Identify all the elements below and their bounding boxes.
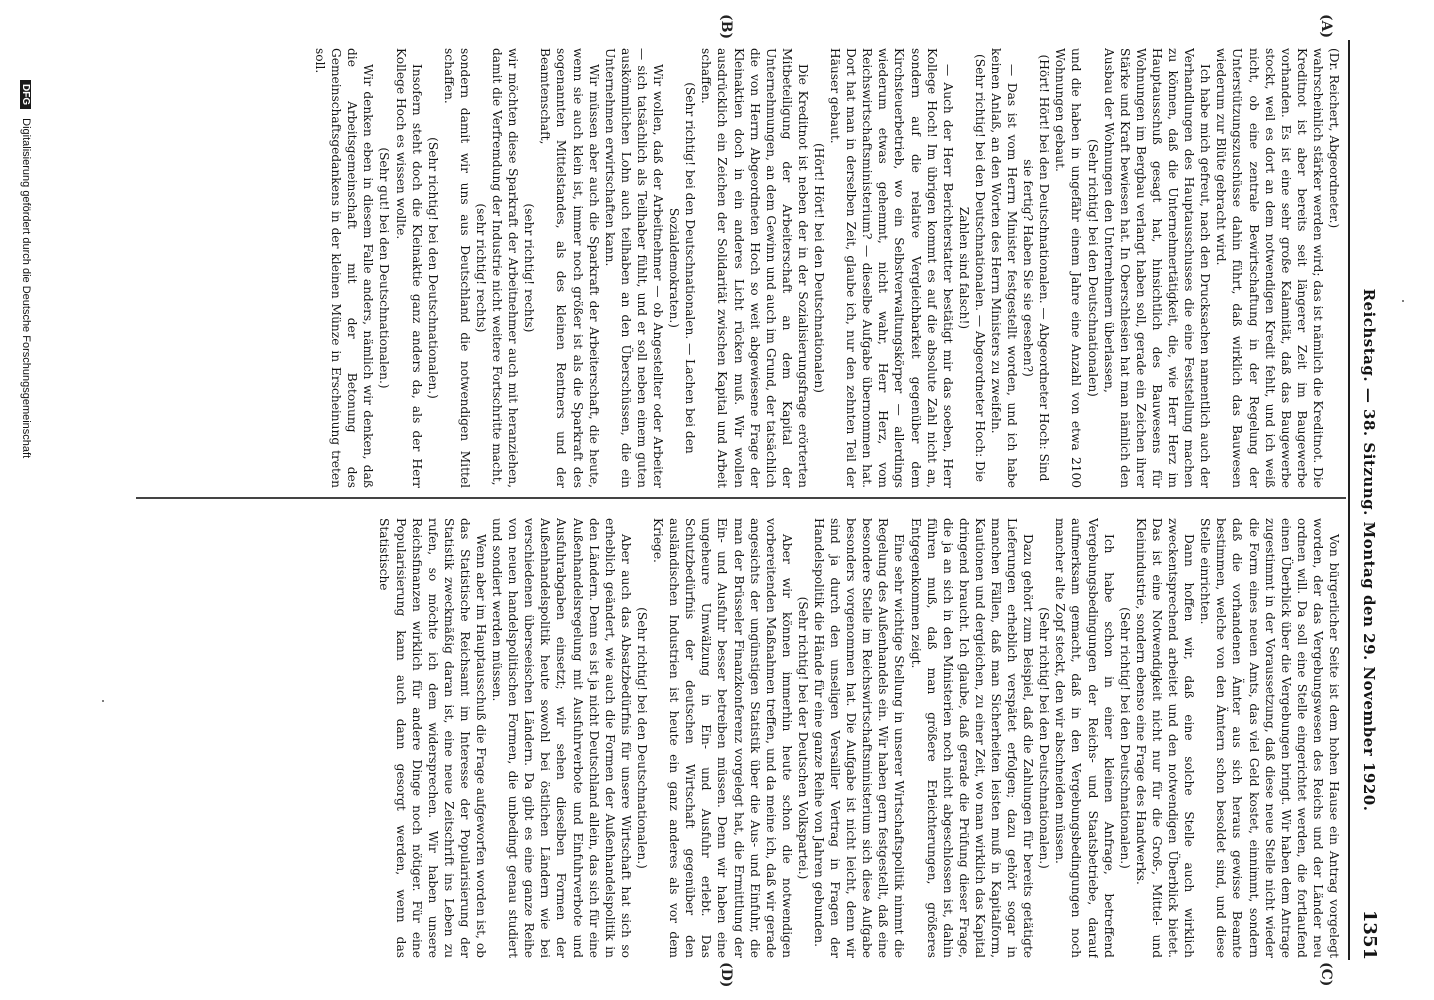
header-rule bbox=[1348, 40, 1350, 960]
paragraph: Insofern steht doch die Kleinaktie ganz anders da, als der Herr Kollege Hoch es wissen wollte. bbox=[393, 48, 424, 488]
paragraph: Von bürgerlicher Seite ist dem hohen Hause ein Antrag vorgelegt worden, der das Vergebungswesen des Reichs und der Länder neu ordnen will. Da soll eine Stelle eingerichtet werden, die fortlaufend einen Überblick über die Vergebungen bringt. Wir haben dem Antrage zugestimmt in der Voraussetzung, daß diese neue Stelle nicht wieder die Form eines neuen Amts, das viel Geld kostet, einnimmt, sondern daß die vorhandenen Ämter aus sich heraus gewisse Beamte bestimmen, welche von den Ämtern schon besoldet sind, und diese Stelle einrichten. bbox=[1198, 518, 1341, 958]
margin-mark-b: (B) bbox=[718, 14, 734, 40]
scan-speck bbox=[1402, 300, 1404, 302]
interjection: (Sehr richtig! bei den Deutschnationalen.) bbox=[1037, 607, 1052, 869]
paragraph: Ich habe schon in einer kleinen Anfrage, betreffend Vergebungsbedingungen der Reichs- und Staatsbetriebe, darauf aufmerksam gemacht, daß in den Vergebungsbedingungen noch mancher alte Zopf steckt, den wir abschneiden müssen. bbox=[1053, 518, 1116, 958]
margin-mark-c: (C) bbox=[1318, 962, 1334, 987]
paragraph: — Auch der Herr Berichterstatter bestätigt mir das soeben, Herr Kollege Hoch! Im übrigen kommt es auf die absolute Zahl nicht an, sondern auf die relative Vergleichbarkeit gegenüber dem Kirchsteuerbetrieb, wo ein Selbstverwaltungskörper — allerdings wiederum etwas gehemmt, nicht wahr, Herr Herz, vom Reichswirtschaftsministerium? — dieselbe Aufgabe übernommen hat. Dort hat man in derselben Zeit, glaube ich, nur den zehnten Teil der Häuser gebaut. bbox=[828, 48, 955, 488]
paragraph: Wir müssen aber auch die Sparkraft der Arbeiterschaft, die heute, wenn sie auch klein ist, immer noch größer ist als die Sparkraft des sogenannten Mittelstandes, als des kleinen Rentners und der Beamtenschaft, bbox=[538, 48, 601, 488]
paragraph: Wenn aber im Hauptausschuß die Frage aufgeworfen worden ist, ob das Statistische Reichsamt im Interesse der Popularisierung der Statistik zweckmäßig daran ist, eine neue Zeitschrift ins Leben zu rufen, so möchte ich dem widersprechen. Wir haben unsere Reichsfinanzen wirklich für andere Dinge noch nötiger. Für eine Popularisierung kann auch dann gesorgt werden, wenn das Statistische bbox=[377, 518, 489, 958]
footer-text: Digitalisierung gefördert durch die Deutsche Forschungsgemeinschaft bbox=[20, 118, 32, 459]
paragraph: Eine sehr wichtige Stellung in unserer Wirtschaftspolitik nimmt die Regelung des Außenhandels ein. Wir haben gern festgestellt, daß eine besondere Stelle im Reichswirtschaftsministerium sich diese Aufgabe besonders vorgenommen hat. Die Aufgabe ist nicht leicht, denn wir sind ja durch den unseligen Versailler Vertrag in Fragen der Handelspolitik die Hände für eine ganze Reihe von Jahren gebunden. bbox=[812, 518, 907, 958]
paragraph: Aber auch das Absatzbedürfnis für unsere Wirtschaft hat sich so erheblich geändert, wie auch die Formen der Außenhandelspolitik in den Ländern. Denn es ist ja nicht Deutschland allein, das sich für eine Außenhandelsregelung mit Ausfuhrverbote und Einfuhrverbote und Ausfuhrabgaben einsetzt; wir sehen dieselben Formen der Außenhandelspolitik heute sowohl bei östlichen Ländern wie bei verschiedenen überseeischen Ländern. Da gibt es eine ganze Reihe von neuen handelspolitischen Formen, die unbedingt genau studiert und sondiert werden müssen. bbox=[490, 518, 633, 958]
paragraph: Die Kreditnot ist neben der in der Sozialisierungsfrage erörterten Mitbeteiligung der Arbeiterschaft an dem Kapital der Unternehmungen, an dem Gewinn und auch im Grund, der tatsächlich die von Herrn Abgeordneten Hoch so weit abgewiesene Frage der Kleinaktien doch in ein anderes Licht rücken muß. Wir wollen ausdrücklich ein Zeichen der Solidarität zwischen Kapital und Arbeit schaffen. bbox=[699, 48, 810, 488]
speaker-line: (Dr. Reichert, Abgeordneter.) bbox=[1327, 48, 1341, 229]
interjection: (Sehr richtig! bei den Deutschnationalen.) bbox=[634, 607, 649, 869]
paragraph: wahrscheinlich stärker werden wird; das ist nämlich die Kreditnot. Die Kreditnot ist aber bereits seit längerer Zeit im Baugewerbe vorhanden. Es ist eine sehr große Kalamität, daß das Baugewerbe stockt, weil es dort an dem notwendigen Kredit fehlt, und ich weiß nicht, ob eine zentrale Bewirtschaftung in der Regelung der Unterstützungszuschüsse dahin führt, daß wirklich das Bauwesen wiederum zur Blüte gebracht wird. bbox=[1214, 48, 1325, 488]
interjection: (Sehr richtig! bei den Deutschnationalen) bbox=[1085, 139, 1100, 397]
column-divider bbox=[136, 497, 1346, 499]
margin-mark-a: (A) bbox=[1318, 14, 1334, 39]
paragraph: Dazu gehört zum Beispiel, daß die Zahlungen für bereits getätigte Lieferungen erheblich verspätet erfolgen; dazu gehört sogar in manchen Fällen, daß man Sicherheiten leisten muß in Kapitalform, Kautionen und dergleichen, zu einer Zeit, wo man wirklich das Kapital dringend braucht. Ich glaube, daß gerade die Prüfung dieser Frage, die ja an sich in den Ministerien noch nicht abgeschlossen ist, dahin führen muß, daß man größere Erleichterungen, größeres Entgegenkommen zeigt. bbox=[908, 518, 1036, 958]
margin-mark-d: (D) bbox=[718, 962, 734, 988]
interjection: (Sehr richtig! bei den Deutschnationalen.) bbox=[425, 137, 440, 399]
interjection: (sehr richtig! rechts) bbox=[474, 203, 489, 333]
page-number: 1351 bbox=[1359, 909, 1380, 960]
interjection: (Sehr richtig! bei den Deutschnationalen. — Lachen bei den Sozialdemokraten.) bbox=[667, 82, 698, 454]
right-text-column bbox=[142, 518, 1342, 958]
running-header bbox=[1352, 40, 1382, 960]
paragraph: Wir denken eben in diesem Falle anders, nämlich wir denken, daß die Arbeitsgemeinschaft mit der Betonung des Gemeinschaftsgedankens in der kleinen Münze in Erscheinung treten soll. bbox=[313, 48, 376, 488]
paragraph: Aber wir können immerhin heute schon die notwendigen vorbereitenden Maßnahmen treffen, und da meine ich, daß wir gerade angesichts der ungünstigen Statistik über die Aus- und Einfuhr, die man der Brüsseler Finanzkonferenz vorgelegt hat, die Ermittlung der Ein- und Ausfuhr besser betreiben müssen. Denn wir haben eine ungeheure Umwälzung in Ein- und Ausfuhr erlebt. Das Schutzbedürfnis der deutschen Wirtschaft gegenüber den ausländischen Industrien ist heute ein ganz anderes als vor dem Kriege. bbox=[651, 518, 794, 958]
paragraph: wir möchten diese Sparkraft der Arbeitnehmer auch mit heranziehen, damit die Verfremdung der Industrie nicht weitere Fortschritte macht, bbox=[490, 48, 521, 488]
interjection: (Hört! Hört! bei den Deutschnationalen) bbox=[812, 143, 826, 393]
paragraph: Wir wollen, daß der Arbeitnehmer — ob Angestellter oder Arbeiter — sich tatsächlich als Teilhaber fühlt, und er soll neben einem guten auskömmlichen Lohn auch teilhaben an den Überschüssen, die ein Unternehmen erwirtschaften kann. bbox=[602, 48, 666, 488]
interjection: (Hört! Hört! bei den Deutschnationalen. — Abgeordneter Hoch: Sind sie fertig? Haben Sie sie gesehen?) bbox=[1021, 54, 1052, 482]
interjection: (Sehr richtig! bei den Deutschnationalen. — Abgeordneter Hoch: Die Zahlen sind falsch!) bbox=[956, 54, 987, 482]
paragraph: Ich habe mich gefreut, nach den Drucksachen namentlich auch der Verhandlungen des Hauptausschusses die eine Feststellung machen zu können, daß die Unternehmertätigkeit, die, wie Herr Herz im Hauptausschuß gesagt hat, hinsichtlich des Bauwesens für Wohnungen im Bergbau verlangt haben soll, gerade ein Zeichen ihrer Stärke und Kraft bewiesen hat. In Oberschlesien hat man nämlich den Ausbau der Wohnungen den Unternehmern überlassen, bbox=[1101, 48, 1213, 488]
interjection: (Sehr richtig! bei den Deutschnationalen.) bbox=[1117, 607, 1132, 869]
paragraph: sondern damit wir uns aus Deutschland die notwendigen Mittel schaffen. bbox=[441, 48, 472, 488]
paragraph: Dann hoffen wir, daß eine solche Stelle auch wirklich zweckentsprechend arbeitet und den notwendigen Überblick bietet. Das ist eine Notwendigkeit nicht nur für die Groß-, Mittel- und Kleinindustrie, sondern ebenso eine Frage des Handwerks. bbox=[1133, 518, 1197, 958]
page-header-title: Reichstag. — 38. Sitzung. Montag den 29. November 1920. bbox=[1360, 288, 1378, 812]
paragraph: — Das ist vom Herrn Minister festgestellt worden, und ich habe keinen Anlaß, an den Worten des Herrn Ministers zu zweifeln. bbox=[989, 48, 1020, 488]
digitization-footer bbox=[10, 80, 32, 940]
scan-speck bbox=[102, 700, 104, 702]
dfg-logo: DFG bbox=[20, 80, 31, 109]
interjection: (Sehr richtig! bei der Deutschen Volkspartei.) bbox=[795, 596, 810, 880]
left-text-column bbox=[142, 48, 1342, 488]
interjection: (sehr richtig! rechts) bbox=[522, 203, 537, 333]
interjection: (Sehr gut! bei den Deutschnationalen.) bbox=[377, 147, 392, 389]
paragraph: und die haben in ungefähr einem Jahre eine Anzahl von etwa 2100 Wohnungen gebaut. bbox=[1053, 48, 1084, 488]
